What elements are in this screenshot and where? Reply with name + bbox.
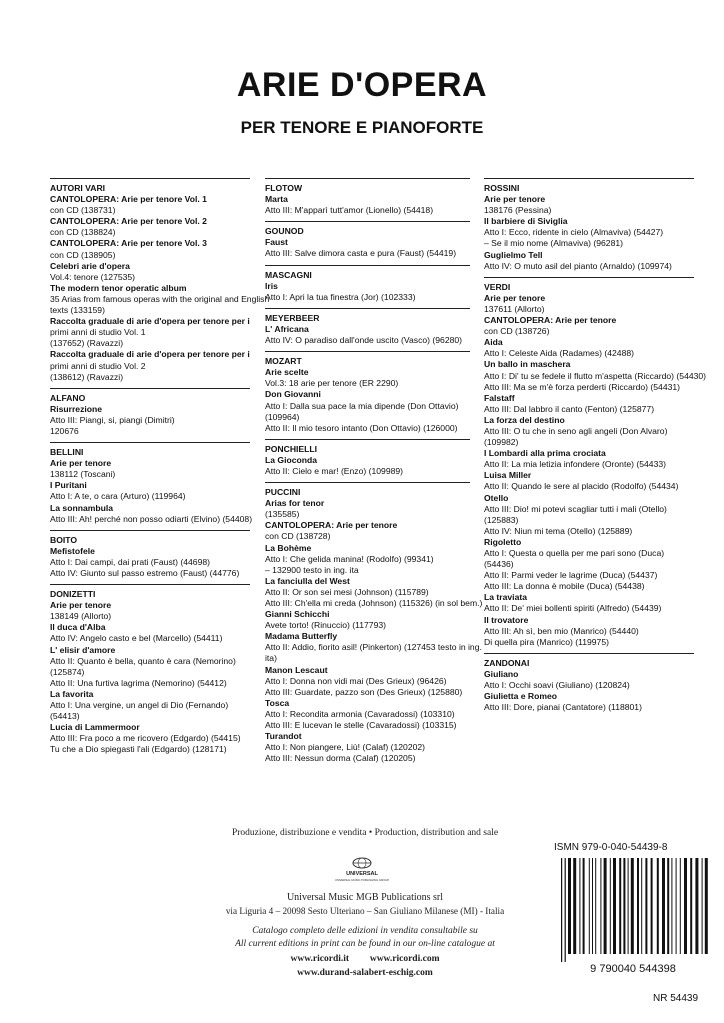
barcode [553,856,713,983]
work-title: La forza del destino [484,414,565,425]
work-title: Il trovatore [484,614,529,625]
entry-detail: Tu che a Dio spiegasti l'ali (Edgardo) (128171) [50,744,227,755]
entry-detail: Atto III: Dore, pianai (Cantatore) (118801) [484,702,642,713]
entry-detail: Atto IV: O muto asil del pianto (Arnaldo) (109974) [484,260,672,271]
barcode-bar [690,858,692,954]
barcode-bar [651,858,653,954]
entry-detail: (125874) [50,666,85,677]
work-title: I Puritani [50,480,87,491]
entry-detail: Atto II: Parmi veder le lagrime (Duca) (54437) [484,570,658,581]
entry-detail: Atto I: Di' tu se fedele il flutto m'aspetta (Riccardo) (54430) [484,370,707,381]
barcode-bar [600,858,601,954]
entry-detail: Atto II: Or son sei mesi (Johnson) (115789) [265,586,429,597]
barcode-bar [637,858,639,954]
composer-name: PONCHIELLI [265,443,318,454]
entry-detail: (137652) (Ravazzi) [50,338,124,349]
work-title: Arie per tenore [484,292,546,303]
entry-detail: Atto I: Occhi soavi (Giuliano) (120824) [484,680,630,691]
work-title: La favorita [50,688,94,699]
work-title: La Gioconda [265,454,318,465]
work-title: Arie per tenore [50,600,112,611]
work-title: Un ballo in maschera [484,359,571,370]
work-title: Madama Butterfly [265,631,338,642]
entry-detail: 120676 [50,425,79,436]
entry-detail: Atto II: Quando le sere al placido (Rodolfo) (54434) [484,481,679,492]
barcode-bar [583,858,585,954]
entry-detail: Atto I: Apri la tua finestra (Jor) (102333) [265,291,416,302]
work-title: CANTOLOPERA: Arie per tenore Vol. 3 [50,238,207,249]
work-title: Giulietta e Romeo [484,691,558,702]
barcode-bar [579,858,580,954]
composer-divider [50,178,250,179]
work-title: Arie per tenore [484,194,546,205]
entry-detail: Atto III: Ch'ella mi creda (Johnson) (115326) (in sol bem.) [265,598,483,608]
composer-name: MEYERBEER [265,312,320,323]
entry-detail: Atto II: La mia letizia infondere (Oronte) (54433) [484,459,666,470]
entry-detail: Atto III: Ah! perché non posso odiarti (Elvino) (54408) [50,513,253,524]
entry-detail: Atto II: Una furtiva lagrima (Nemorino) (54412) [50,677,227,688]
work-title: Tosca [265,697,290,708]
entry-detail: (135585) [265,509,300,520]
barcode-bar [667,858,669,954]
work-title: Iris [265,280,278,291]
composer-name: BOITO [50,534,78,545]
work-title: Aida [484,337,503,348]
entry-detail: Atto III: O tu che in seno agli angeli (Don Alvaro) [484,425,668,436]
work-title: La sonnambula [50,502,114,513]
composer-divider [484,178,694,179]
page-subtitle: PER TENORE E PIANOFORTE [240,118,484,137]
work-title: Mefistofele [50,545,95,556]
entry-detail: Atto I: A te, o cara (Arturo) (119964) [50,491,186,502]
composer-divider [50,388,250,389]
work-title: Raccolta graduale di arie d'opera per tenore per i [50,349,250,360]
composer-divider [50,530,250,531]
work-title: Turandot [265,731,302,742]
barcode-bar [657,858,659,954]
composer-divider [484,277,694,278]
composer-name: GOUNOD [265,226,304,237]
entry-detail: Atto IV: Angelo casto e bel (Marcello) (54411) [50,633,223,644]
composer-name: PUCCINI [265,487,301,498]
work-title: Risurrezione [50,403,103,414]
barcode-bar [592,858,593,954]
entry-detail: (54436) [484,559,514,570]
work-title: Manon Lescaut [265,664,328,675]
entry-detail: (109982) [484,437,519,448]
entry-detail: Atto I: Una vergine, un angel di Dio (Fernando) [50,700,229,711]
composer-divider [265,178,470,179]
catalogue-number: NR 54439 [653,993,699,1004]
entry-detail: Atto III: Nessun dorma (Calaf) (120205) [265,753,416,764]
work-title: La traviata [484,592,527,603]
entry-detail: Atto III: Guardate, pazzo son (Des Grieux) (125880) [265,686,463,697]
entry-detail: Atto III: Ma se m'è forza perderti (Riccardo) (54431) [484,381,681,392]
barcode-bar [676,858,677,954]
work-title: La Bohème [265,542,312,553]
entry-detail: Atto III: Ah sì, ben mio (Manrico) (54440) [484,625,639,636]
barcode-bar [573,858,576,954]
work-title: Il barbiere di Siviglia [484,216,568,227]
entry-detail: Atto I: Ecco, ridente in cielo (Almaviva) (54427) [484,227,664,238]
work-title: CANTOLOPERA: Arie per tenore [484,315,617,326]
barcode-bar [589,858,590,954]
website-links-row [215,954,515,964]
entry-detail: texts (133159) [50,305,105,316]
entry-detail: Atto I: Non piangere, Liù! (Calaf) (120202) [265,742,426,753]
barcode-bar [595,858,596,954]
entry-detail: primi anni di studio Vol. 1 [50,327,146,338]
barcode-bar [705,858,708,954]
entry-detail: (125883) [484,514,519,525]
page-title: ARIE D'OPERA [236,66,488,104]
entry-detail: Atto III: La donna è mobile (Duca) (54438) [484,581,645,592]
entry-detail: Atto I: Dai campi, dai prati (Faust) (44698) [50,556,211,567]
barcode-bar [561,858,562,962]
universal-logo [334,854,390,889]
composer-divider [50,442,250,443]
website-link-durand[interactable]: www.durand-salabert-eschig.com [297,968,433,978]
work-title: Arie scelte [265,367,309,378]
barcode-bar [645,858,647,954]
work-title: I Lombardi alla prima crociata [484,448,606,459]
barcode-bar [684,858,687,954]
entry-detail: Atto IV: O paradiso dall'onde uscito (Vasco) (96280) [265,335,463,346]
work-title: CANTOLOPERA: Arie per tenore Vol. 1 [50,194,207,205]
barcode-bar [695,858,698,954]
entry-detail: con CD (138728) [265,531,331,542]
work-title: Arie per tenore [50,458,112,469]
barcode-bar [641,858,642,954]
entry-detail: Vol.4: tenore (127535) [50,271,136,282]
entry-detail: Atto III: E lucevan le stelle (Cavaradossi) (103315) [265,720,457,731]
work-title: L' elisir d'amore [50,644,116,655]
composer-divider [265,439,470,440]
barcode-bar [619,858,621,954]
work-title: Giuliano [484,668,519,679]
entry-detail: Atto III: Piangi, si, piangi (Dimitri) [50,414,175,425]
composer-name: DONIZETTI [50,589,96,600]
work-title: Guglielmo Tell [484,249,543,260]
entry-detail: Atto II: De' miei bollenti spiriti (Alfredo) (54439) [484,603,662,614]
composer-name: MASCAGNI [265,269,312,280]
catalogue-column-3 [484,178,707,713]
entry-detail: primi anni di studio Vol. 2 [50,360,146,371]
entry-detail: 138176 (Pessina) [484,205,552,216]
entry-detail: Atto I: Che gelida manina! (Rodolfo) (99341) [265,553,434,564]
composer-divider [484,653,694,654]
composer-divider [265,482,470,483]
entry-detail: Atto II: Quanto è bella, quanto è cara (Nemorino) [50,655,236,666]
work-title: Rigoletto [484,536,522,547]
work-title: Don Giovanni [265,389,321,400]
barcode-bar [604,858,607,954]
composer-divider [265,265,470,266]
catalogue-column-2 [265,178,483,764]
entry-detail: con CD (138824) [50,227,116,238]
catalogue-column-1 [50,178,270,756]
work-title: Faust [265,237,288,248]
barcode-bar [568,858,571,954]
website-link-ricordi-com[interactable]: www.ricordi.com [369,954,440,964]
barcode-number: 9 790040 544398 [590,963,676,975]
entry-detail: 137611 (Allorto) [484,303,545,314]
ismn-code: ISMN 979-0-040-54439-8 [554,842,668,853]
barcode-bar [631,858,634,954]
entry-detail: con CD (138905) [50,249,116,260]
entry-detail: Atto IV: Giunto sul passo estremo (Faust) (44776) [50,568,240,578]
entry-detail: (138612) (Ravazzi) [50,371,124,382]
work-title: Marta [265,194,288,205]
work-title: Otello [484,492,509,503]
work-title: Lucia di Lammermoor [50,722,140,733]
work-title: Arias for tenor [265,498,325,509]
entry-detail: con CD (138726) [484,326,550,337]
composer-divider [50,584,250,585]
entry-detail: con CD (138731) [50,205,116,216]
work-title: CANTOLOPERA: Arie per tenore [265,520,398,531]
composer-name: ZANDONAI [484,657,530,668]
entry-detail: 138112 (Toscani) [50,469,116,480]
composer-name: BELLINI [50,447,84,458]
work-title: The modern tenor operatic album [50,282,187,293]
entry-detail: 35 Arias from famous operas with the original and English [50,293,270,304]
entry-detail: Atto I: Celeste Aida (Radames) (42488) [484,348,634,359]
entry-detail: (54413) [50,711,80,722]
logo-text: UNIVERSAL [346,871,378,877]
composer-divider [265,308,470,309]
work-title: Il duca d'Alba [50,622,106,633]
catalogue-note-it: Catalogo completo delle edizioni in vendita consultabile su [252,926,478,936]
entry-detail: Atto II: Cielo e mar! (Enzo) (109989) [265,465,404,476]
barcode-bar [565,858,566,962]
entry-detail: 138149 (Allorto) [50,611,112,622]
barcode-bar [662,858,665,954]
barcode-bar [628,858,629,954]
composer-divider [265,351,470,352]
entry-detail: Atto III: Fra poco a me ricovero (Edgardo) (54415) [50,733,241,744]
entry-detail: Atto II: Il mio tesoro intanto (Don Ottavio) (126000) [265,422,458,433]
distribution-line: Produzione, distribuzione e vendita • Production, distribution and sale [231,828,499,838]
composer-name: MOZART [265,356,302,367]
publisher-address: via Liguria 4 – 20098 Sesto Ulteriano – San Giuliano Milanese (MI) - Italia [225,906,505,916]
composer-name: AUTORI VARI [50,183,106,193]
catalogue-note-en: All current editions in print can be found in our on-line catalogue at [235,939,495,949]
entry-detail: Atto III: Dal labbro il canto (Fenton) (125877) [484,403,655,414]
work-title: Celebri arie d'opera [50,260,130,271]
entry-detail: Atto IV: Niun mi tema (Otello) (125889) [484,525,633,536]
work-title: Luisa Miller [484,470,532,481]
entry-detail: – 132900 testo in ing. ita [265,564,359,575]
entry-detail: Atto I: Questa o quella per me pari sono (Duca) [484,548,665,558]
composer-name: ROSSINI [484,183,520,193]
work-title: Falstaff [484,392,515,403]
entry-detail: Vol.3: 18 arie per tenore (ER 2290) [265,378,399,389]
composer-name: FLOTOW [265,183,303,193]
website-link-ricordi-it[interactable]: www.ricordi.it [290,954,350,964]
barcode-bar [623,858,625,954]
composer-name: ALFANO [50,392,86,403]
entry-detail: Di quella pira (Manrico) (119975) [484,636,609,647]
entry-detail: Atto I: Recondita armonia (Cavaradossi) (103310) [265,708,455,719]
entry-detail: Atto II: Addio, fiorito asil! (Pinkerton) (127453 testo in ing. [265,642,482,653]
composer-name: VERDI [484,281,511,292]
work-title: CANTOLOPERA: Arie per tenore Vol. 2 [50,216,207,227]
entry-detail: Avete torto! (Rinuccio) (117793) [265,620,387,631]
work-title: L' Africana [265,323,309,334]
entry-detail: Atto I: Donna non vidi mai (Des Grieux) (96426) [265,675,447,686]
composer-divider [265,221,470,222]
work-title: Raccolta graduale di arie d'opera per tenore per i [50,316,250,327]
entry-detail: Atto III: Salve dimora casta e pura (Faust) (54419) [265,248,457,259]
entry-detail: Atto I: Dalla sua pace la mia dipende (Don Ottavio) [265,400,459,411]
entry-detail: ita) [265,653,277,664]
barcode-bar [613,858,616,954]
entry-detail: Atto III: Dio! mi potevi scagliar tutti i mali (Otello) [484,503,667,514]
logo-subtext: UNIVERSAL MUSIC PUBLISHING GROUP [334,878,390,882]
publisher-name: Universal Music MGB Publications srl [286,892,444,903]
work-title: La fanciulla del West [265,575,350,586]
barcode-bar [671,858,672,954]
barcode-bar [702,858,703,954]
work-title: Gianni Schicchi [265,609,330,620]
entry-detail: Atto III: M'apparì tutt'amor (Lionello) (54418) [265,205,434,216]
barcode-bar [610,858,611,954]
entry-detail: – Se il mio nome (Almaviva) (96281) [484,238,623,249]
entry-detail: (109964) [265,411,300,422]
barcode-bar [680,858,681,954]
